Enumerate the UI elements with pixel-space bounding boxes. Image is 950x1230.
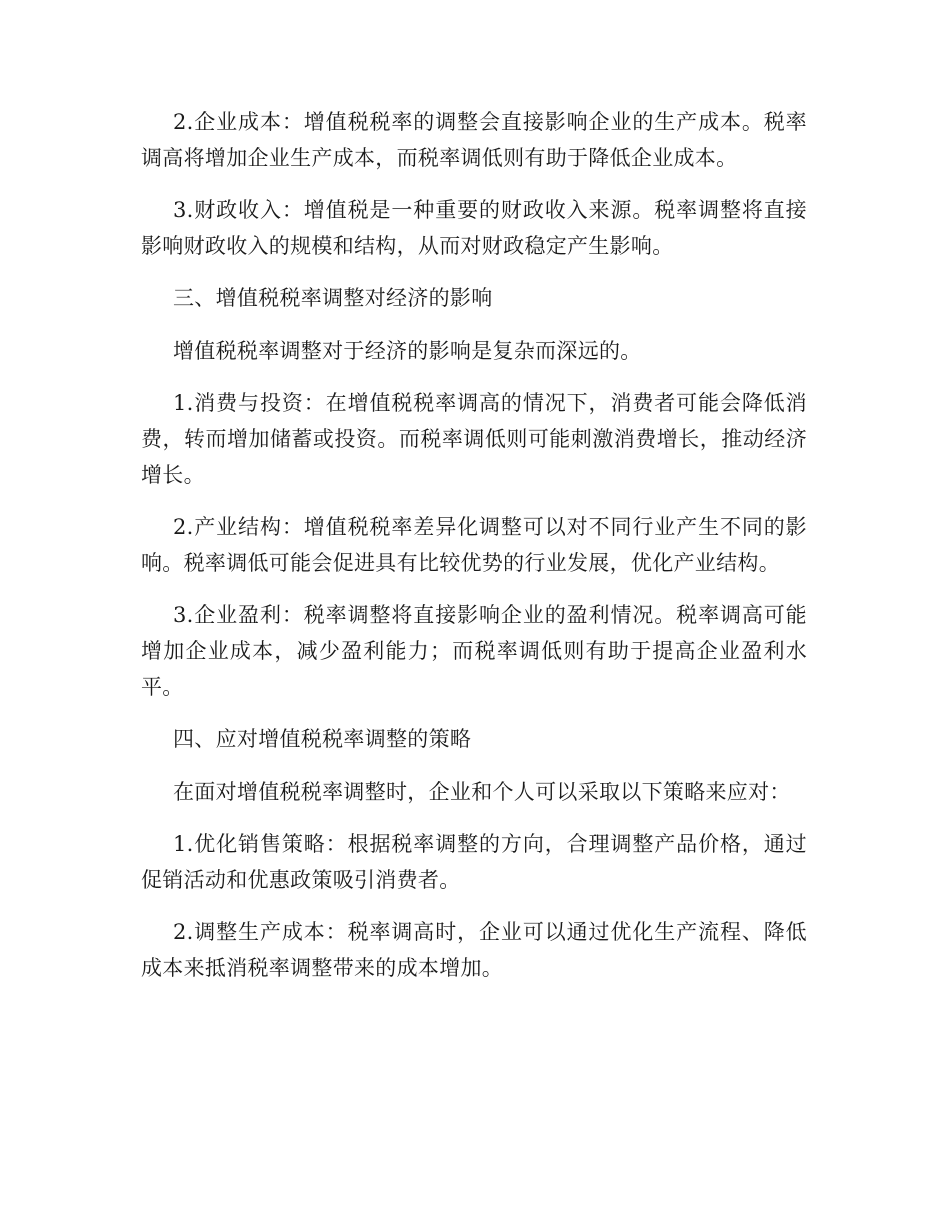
paragraph-strategies-intro: 在面对增值税税率调整时，企业和个人可以采取以下策略来应对： [173,780,791,804]
document-body [141,104,807,1002]
paragraph-enterprise-profit: 3.企业盈利：税率调整将直接影响企业的盈利情况。税率调高可能增加企业成本，减少盈利能力；而税率调低则有助于提高企业盈利水平。 [141,603,807,699]
paragraph-consumption-investment: 1.消费与投资：在增值税税率调高的情况下，消费者可能会降低消费，转而增加储蓄或投资。而税率调低则可能刺激消费增长，推动经济增长。 [141,391,807,487]
paragraph-industrial-structure: 2.产业结构：增值税税率差异化调整可以对不同行业产生不同的影响。税率调低可能会促进具有比较优势的行业发展，优化产业结构。 [141,515,807,575]
paragraph-production-cost: 2.调整生产成本：税率调高时，企业可以通过优化生产流程、降低成本来抵消税率调整带来的成本增加。 [141,920,807,980]
paragraph-impact-intro: 增值税税率调整对于经济的影响是复杂而深远的。 [173,339,642,363]
paragraph-enterprise-cost: 2.企业成本：增值税税率的调整会直接影响企业的生产成本。税率调高将增加企业生产成本，而税率调低则有助于降低企业成本。 [141,110,807,170]
paragraph-fiscal-revenue: 3.财政收入：增值税是一种重要的财政收入来源。税率调整将直接影响财政收入的规模和结构，从而对财政稳定产生影响。 [141,198,807,258]
paragraph-sales-strategy: 1.优化销售策略：根据税率调整的方向，合理调整产品价格，通过促销活动和优惠政策吸引消费者。 [141,832,807,892]
section-heading-economic-impact: 三、增值税税率调整对经济的影响 [173,286,493,310]
section-heading-strategies: 四、应对增值税税率调整的策略 [173,727,472,751]
